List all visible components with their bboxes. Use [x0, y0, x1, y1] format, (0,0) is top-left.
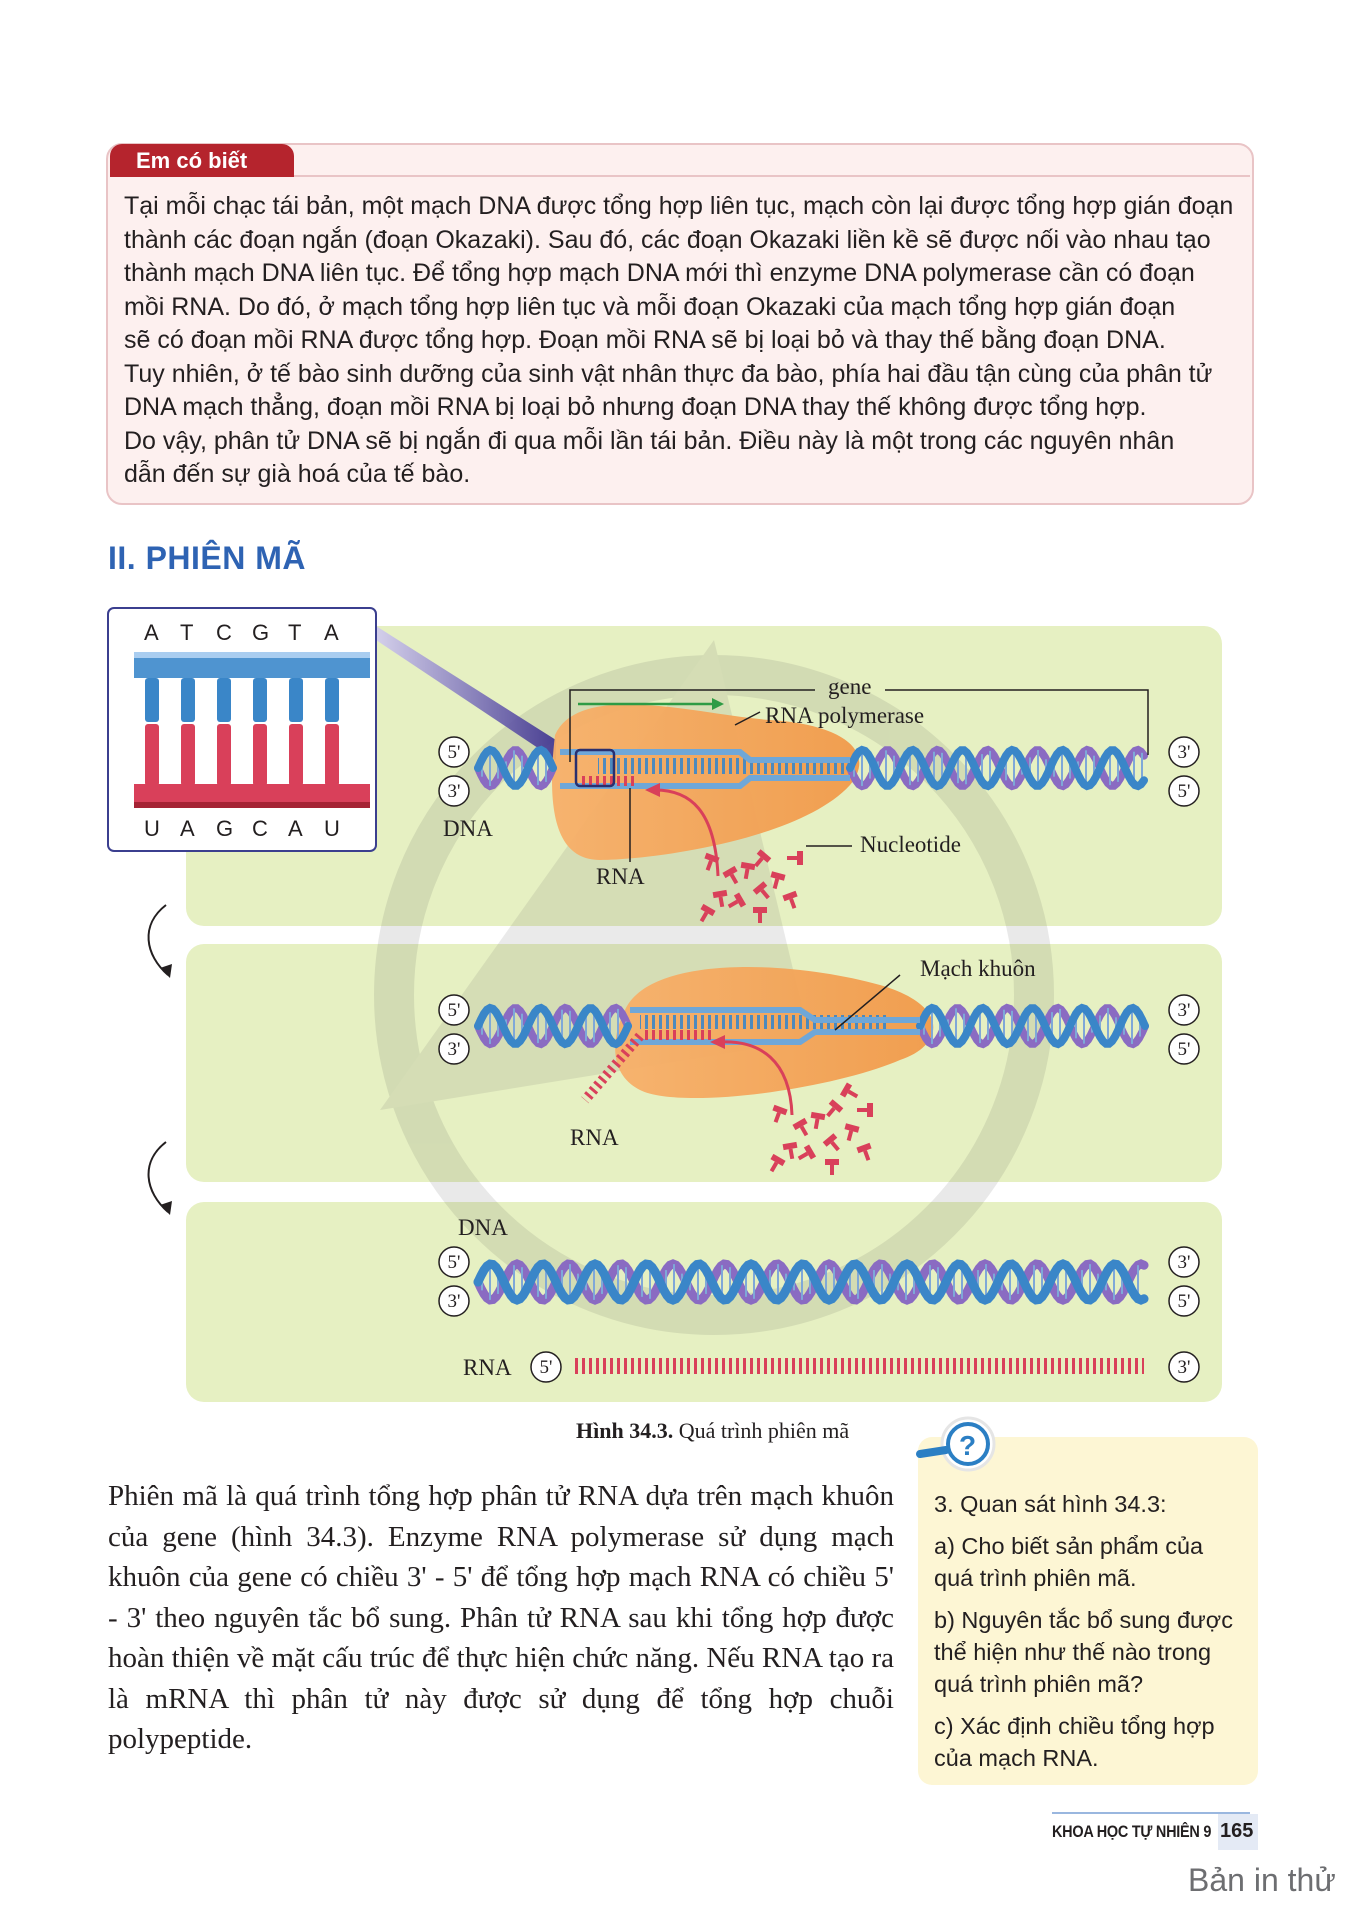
- strand-end-marker: [1169, 1247, 1199, 1277]
- info-line: Tại mỗi chạc tái bản, một mạch DNA được tổng hợp liên tục, mạch còn lại được tổng hợp gián đoạn: [124, 192, 1234, 220]
- svg-text:?: ?: [959, 1430, 977, 1461]
- question-magnifier-icon: [914, 1412, 998, 1482]
- info-line: Do vậy, phân tử DNA sẽ bị ngắn đi qua mỗi lần tái bản. Điều này là một trong các nguyên nhân: [124, 426, 1175, 455]
- svg-text:3': 3': [1177, 1357, 1191, 1378]
- info-line: thành các đoạn ngắn (đoạn Okazaki). Sau đó, các đoạn Okazaki liền kề sẽ được nối vào nhau tạo: [124, 225, 1211, 254]
- label-rna-3: RNA: [463, 1355, 512, 1380]
- strand-end-marker: [1169, 1286, 1199, 1316]
- question-a: a) Cho biết sản phẩm của quá trình phiên mã.: [934, 1533, 1204, 1591]
- inset-base-rna: G: [216, 816, 234, 841]
- base-pair-inset: [108, 608, 376, 851]
- svg-text:5': 5': [447, 1000, 461, 1021]
- info-line: thành mạch DNA liên tục. Để tổng hợp mạch DNA mới thì enzyme DNA polymerase cần có đoạn: [124, 259, 1195, 287]
- inset-base-rna: U: [324, 816, 340, 841]
- step-arrow-1: [149, 905, 168, 975]
- inset-dna-bar: [325, 678, 339, 722]
- step-arrow-2: [149, 1142, 168, 1212]
- inset-dna-bar: [253, 678, 267, 722]
- footer-book-title: KHOA HỌC TỰ NHIÊN 9: [1052, 1822, 1212, 1841]
- inset-rna-bar: [181, 724, 195, 786]
- svg-text:5': 5': [447, 1252, 461, 1273]
- svg-text:3': 3': [1177, 1000, 1191, 1021]
- label-nucleotide: Nucleotide: [860, 832, 961, 857]
- question-c: c) Xác định chiều tổng hợp của mạch RNA.: [934, 1713, 1215, 1771]
- label-rna-polymerase: RNA polymerase: [765, 703, 925, 728]
- inset-rna-bar: [217, 724, 231, 786]
- strand-end-marker: [439, 1286, 469, 1316]
- strand-end-marker: [439, 1034, 469, 1064]
- label-gene: gene: [828, 674, 872, 699]
- label-rna-1: RNA: [596, 864, 645, 889]
- inset-dna-bar: [181, 678, 195, 722]
- strand-end-marker: [439, 1247, 469, 1277]
- svg-text:3': 3': [1177, 1252, 1191, 1273]
- svg-text:3': 3': [1177, 742, 1191, 763]
- label-rna-2: RNA: [570, 1125, 619, 1150]
- info-line: sẽ có đoạn mồi RNA được tổng hợp. Đoạn mồi RNA sẽ bị loại bỏ và thay thế bằng đoạn DNA.: [124, 326, 1166, 354]
- question-b: b) Nguyên tắc bổ sung được thể hiện như thế nào trong quá trình phiên mã?: [934, 1607, 1233, 1697]
- inset-base-rna: A: [288, 816, 303, 841]
- strand-end-marker: [439, 737, 469, 767]
- svg-text:5': 5': [1177, 781, 1191, 802]
- strand-end-marker: [1169, 995, 1199, 1025]
- page-number: 165: [1220, 1820, 1254, 1842]
- inset-base-dna: T: [288, 620, 302, 645]
- info-line: mồi RNA. Do đó, ở mạch tổng hợp liên tục và mỗi đoạn Okazaki của mạch tổng hợp gián đoạn: [124, 292, 1176, 321]
- strand-end-marker: [439, 995, 469, 1025]
- inset-base-rna: C: [252, 816, 268, 841]
- svg-text:5': 5': [447, 742, 461, 763]
- strand-end-marker: [1169, 1034, 1199, 1064]
- info-line: dẫn đến sự già hoá của tế bào.: [124, 460, 471, 488]
- inset-base-dna: C: [216, 620, 232, 645]
- strand-end-marker: [1169, 1352, 1199, 1382]
- svg-text:5': 5': [1177, 1291, 1191, 1312]
- inset-rna-bar: [325, 724, 339, 786]
- strand-end-marker: [531, 1352, 561, 1382]
- svg-text:5': 5': [539, 1357, 553, 1378]
- body-paragraph: Phiên mã là quá trình tổng hợp phân tử RNA dựa trên mạch khuôn của gene (hình 34.3). Enzyme RNA polymerase sử dụng mạch khuôn của gene có chiều 3' - 5' để tổng hợp mạch RNA có chiều 5' - 3' theo nguyên tắc bổ sung. Phân tử RNA sau khi tổng hợp được hoàn thiện về mặt cấu trúc để thực hiện chức năng. Nếu RNA tạo ra là mRNA thì phân tử này được sử dụng để tổng hợp chuỗi polypeptide.: [108, 1480, 894, 1755]
- label-template-strand: Mạch khuôn: [920, 956, 1036, 981]
- inset-dna-bar: [145, 678, 159, 722]
- inset-base-dna: G: [252, 620, 270, 645]
- info-line: Tuy nhiên, ở tế bào sinh dưỡng của sinh vật nhân thực đa bào, phía hai đầu tận cùng của phân tử: [124, 359, 1213, 388]
- svg-text:5': 5': [1177, 1039, 1191, 1060]
- inset-rna-bar: [253, 724, 267, 786]
- inset-rna-bar: [289, 724, 303, 786]
- info-box-tab: Em có biết: [110, 144, 294, 177]
- strand-end-marker: [1169, 737, 1199, 767]
- inset-base-dna: A: [324, 620, 339, 645]
- caption-number: Hình 34.3.: [576, 1418, 674, 1443]
- rna-strand: [574, 1358, 1144, 1374]
- inset-dna-bar: [289, 678, 303, 722]
- svg-text:3': 3': [447, 781, 461, 802]
- inset-rna-bar: [145, 724, 159, 786]
- caption-text: Quá trình phiên mã: [673, 1418, 850, 1443]
- label-dna-1: DNA: [443, 816, 493, 841]
- info-line: DNA mạch thẳng, đoạn mồi RNA bị loại bỏ nhưng đoạn DNA thay thế không được tổng hợp.: [124, 393, 1147, 421]
- figure-caption: [576, 1418, 849, 1444]
- label-dna-3: DNA: [458, 1215, 508, 1240]
- section-heading: II. PHIÊN MÃ: [108, 540, 307, 576]
- question-text: [934, 1488, 1244, 1784]
- strand-end-marker: [1169, 776, 1199, 806]
- svg-text:3': 3': [447, 1291, 461, 1312]
- question-intro: 3. Quan sát hình 34.3:: [934, 1491, 1167, 1517]
- inset-dna-bar: [217, 678, 231, 722]
- inset-base-dna: A: [144, 620, 159, 645]
- watermark-text: Bản in thử: [1188, 1862, 1336, 1898]
- inset-base-rna: A: [180, 816, 195, 841]
- inset-base-rna: U: [144, 816, 160, 841]
- svg-text:3': 3': [447, 1039, 461, 1060]
- inset-base-dna: T: [180, 620, 194, 645]
- strand-end-marker: [439, 776, 469, 806]
